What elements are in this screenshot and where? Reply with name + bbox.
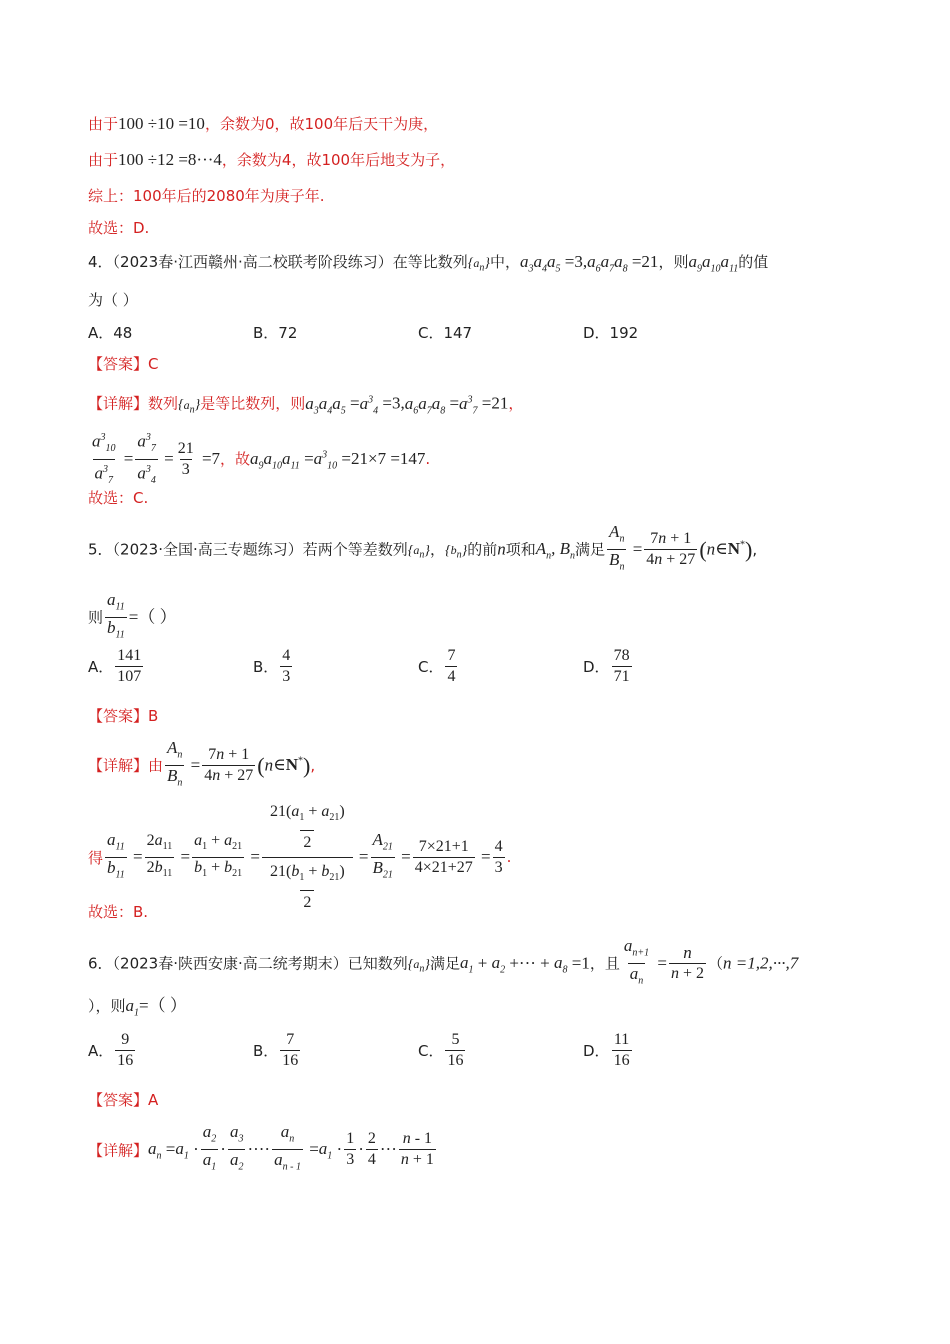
q5-option-d[interactable]: D． $\frac{78}{71}$: [583, 647, 630, 685]
q4-detail-line1: 【详解】数列$\{a_n\}$是等比数列，则$a_3a_4a_5 =a^3_4 =3,a_6a_7a_8 =a^3_7 =21$，: [88, 393, 524, 417]
solution-line-2: 由于100 ÷12 =8···4，余数为4，故100年后地支为子，: [88, 150, 456, 169]
q4-option-c[interactable]: C．147: [418, 324, 473, 342]
solution-choose-d: 故选：D.: [88, 219, 150, 237]
q5-ask: 则 $\frac{a_{11}}{b_{11}}$ =（ ）: [88, 590, 177, 646]
q4-option-b[interactable]: B．72: [253, 324, 298, 342]
q4-answer: 【答案】C: [88, 355, 159, 373]
solution-line-3: 综上：100年后的2080年为庚子年.: [88, 187, 325, 205]
q6-answer: 【答案】A: [88, 1091, 159, 1109]
q6-option-d[interactable]: D． $\frac{11}{16}$: [583, 1031, 630, 1069]
q4-detail-line2: $\frac{a^3_{10}}{a^3_7}$ = $\frac{a^3_7}{a^3_4}$ = $\frac{21}{3}$ =7，故$a_9a_{10}a_{11} =a^3_{10} =21\times 7 =147$.: [88, 428, 430, 491]
q5-detail-line1: 【详解】由 $\frac{A_n}{B_n}$ = $\frac{7n + 1}{4n + 27}$ (n∈N*),: [88, 738, 315, 794]
q6-stem: 6．（2023春·陕西安康·高二统考期末）已知数列$\{a_n\}$满足$a_1 + a_2$ +··· + $a_8 =1$，且 $\frac{a_{n+1}}{a_n}$ = $\frac{n}{n + 2}$ （n =1,2,···,7: [88, 936, 798, 992]
q5-detail-line2: 得 $\frac{a_{11}}{b_{11}}$ = $\frac{2a_{11}}{2b_{11}}$ = $\frac{a_1 + a_{21}}{b_1 + b_{21}}$ = $\frac{\frac{21(a_1 + a_{21})}{2}}{\frac{21(b_1 + b_{21})}{2}}$ = $\frac{A_{21}}{B_{21}}$ = $\frac{7\times 21+1}{4\times 21+27}$ = $\frac{4}{3}$ .: [88, 798, 511, 917]
q6-detail-line1: 【详解】$a_n =a_1$ · $\frac{a_2}{a_1}$ · $\frac{a_3}{a_2}$ ···· $\frac{a_n}{a_{n - 1}}$ $=a_1$ · $\frac{1}{3}$ · $\frac{2}{4}$ ··· $\frac{n - 1}{n + 1}$: [88, 1122, 438, 1178]
q4-option-a[interactable]: A．48: [88, 324, 133, 342]
q5-option-c[interactable]: C． $\frac{7}{4}$: [418, 647, 456, 685]
q5-choose: 故选：B.: [88, 903, 149, 921]
solution-line-1: 由于100 ÷10 =10，余数为0，故100年后天干为庚，: [88, 114, 439, 133]
q5-option-a[interactable]: A． $\frac{141}{107}$: [88, 647, 142, 685]
q5-stem: 5．（2023·全国·高三专题练习）若两个等差数列$\{a_n\}$，$\{b_n\}$的前n项和$A_n$, $B_n$满足 $\frac{A_n}{B_n}$ = $\frac{7n + 1}{4n + 27}$ (n∈N*),: [88, 522, 757, 578]
q5-option-b[interactable]: B． $\frac{4}{3}$: [253, 647, 291, 685]
q5-answer: 【答案】B: [88, 707, 159, 725]
q6-option-a[interactable]: A． $\frac{9}{16}$: [88, 1031, 134, 1069]
q6-option-c[interactable]: C． $\frac{5}{16}$: [418, 1031, 464, 1069]
q4-choose: 故选：C.: [88, 489, 149, 507]
q6-stem-line2: ），则$a_1=$（ ）: [88, 996, 187, 1019]
q6-option-b[interactable]: B． $\frac{7}{16}$: [253, 1031, 299, 1069]
q4-stem-line2: 为（ ）: [88, 291, 138, 309]
q4-stem: 4．（2023春·江西赣州·高二校联考阶段练习）在等比数列$\{a_n\}$中，$a_3a_4a_5 =3,a_6a_7a_8 =21$，则$a_9a_{10}a_{11}$的值: [88, 252, 769, 275]
q4-option-d[interactable]: D．192: [583, 324, 639, 342]
